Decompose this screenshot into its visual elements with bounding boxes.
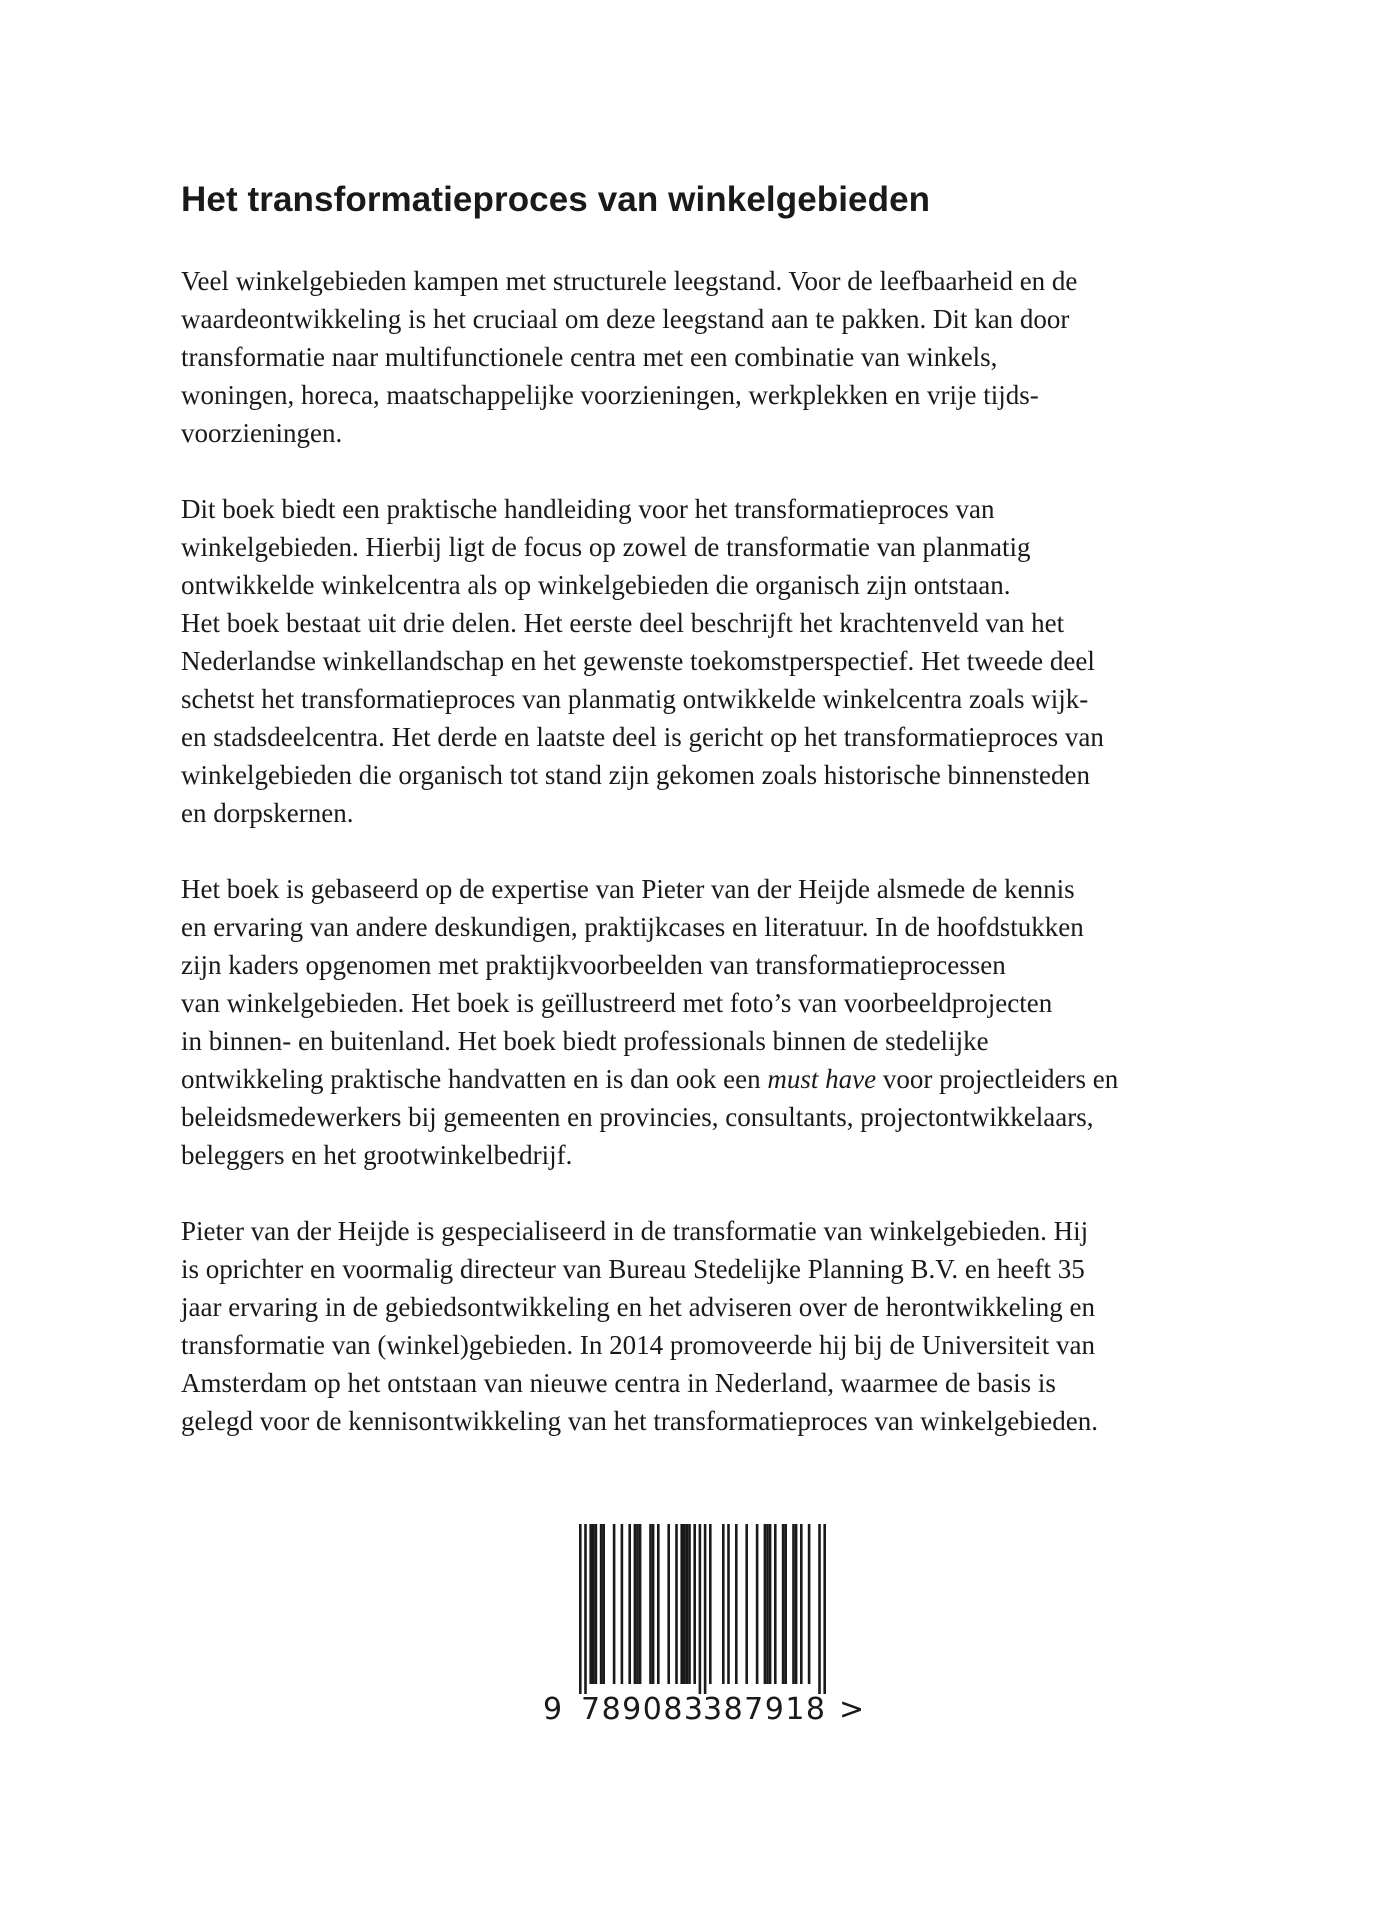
barcode-guard-bar (584, 1524, 587, 1694)
text-line: en dorpskernen. (181, 798, 354, 828)
barcode-bar (602, 1524, 605, 1684)
text-line: gelegd voor de kennisontwikkeling van het transformatieproces van winkelgebieden. (181, 1406, 1098, 1436)
text-line: Het boek bestaat uit drie delen. Het eerste deel beschrijft het krachtenveld van het (181, 608, 1065, 638)
barcode-first-digit: 9 (543, 1692, 563, 1727)
text-segment: voor projectleiders en (876, 1064, 1119, 1094)
paragraph-expertise (181, 870, 1261, 1174)
barcode-bar (688, 1524, 691, 1684)
text-line: is oprichter en voormalig directeur van Bureau Stedelijke Planning B.V. en heeft 35 (181, 1254, 1085, 1284)
barcode-bar (795, 1524, 798, 1684)
barcode-bar (808, 1524, 811, 1684)
barcode-guard-bar (823, 1524, 826, 1694)
barcode-bar (675, 1524, 678, 1684)
barcode-bar (756, 1524, 759, 1684)
barcode-bar (735, 1524, 738, 1684)
barcode-bars (543, 1524, 863, 1694)
barcode-bar (766, 1524, 769, 1684)
text-line: Pieter van der Heijde is gespecialiseerd in de transformatie van winkelgebieden. Hij (181, 1216, 1089, 1246)
text-line: Het boek is gebaseerd op de expertise van Pieter van der Heijde alsmede de kennis (181, 874, 1075, 904)
text-line: waardeontwikkeling is het cruciaal om deze leegstand aan te pakken. Dit kan door (181, 304, 1070, 334)
barcode-bar (657, 1524, 660, 1684)
barcode-bar (628, 1524, 631, 1684)
text-line: voorzieningen. (181, 418, 343, 448)
text-line: van winkelgebieden. Het boek is geïllustreerd met foto’s van voorbeeldprojecten (181, 988, 1053, 1018)
text-line: winkelgebieden die organisch tot stand zijn gekomen zoals historische binnensteden (181, 760, 1091, 790)
barcode-bar (727, 1524, 730, 1684)
barcode-quiet-zone-marker: > (839, 1692, 865, 1727)
blurb (181, 262, 1261, 1478)
barcode-bar (680, 1524, 683, 1684)
barcode-bar (613, 1524, 616, 1684)
barcode-bar (621, 1524, 624, 1684)
text-line: beleidsmedewerkers bij gemeenten en provincies, consultants, projectontwikkelaars, (181, 1102, 1094, 1132)
text-line: schetst het transformatieproces van planmatig ontwikkelde winkelcentra zoals wijk- (181, 684, 1089, 714)
text-line: zijn kaders opgenomen met praktijkvoorbeelden van transformatieprocessen (181, 950, 1006, 980)
barcode-guard-bar (579, 1524, 582, 1694)
barcode-right-digits: 387918 (703, 1692, 827, 1727)
text-line: transformatie van (winkel)gebieden. In 2014 promoveerde hij bij de Universiteit van (181, 1330, 1095, 1360)
barcode-bar (769, 1524, 772, 1684)
barcode-bar (774, 1524, 777, 1684)
page-title: Het transformatieproces van winkelgebieden (181, 180, 931, 219)
text-line: beleggers en het grootwinkelbedrijf. (181, 1140, 573, 1170)
barcode-guard-bar (818, 1524, 821, 1694)
emphasis-must-have: must have (767, 1064, 877, 1094)
barcode-bar (764, 1524, 767, 1684)
barcode-bar (589, 1524, 592, 1684)
text-line: in binnen- en buitenland. Het boek biedt professionals binnen de stedelijke (181, 1026, 989, 1056)
barcode-bar (634, 1524, 637, 1684)
barcode-bar (693, 1524, 696, 1684)
barcode-bar (652, 1524, 655, 1684)
text-segment: ontwikkeling praktische handvatten en is dan ook een (181, 1064, 768, 1094)
text-line: jaar ervaring in de gebiedsontwikkeling en het adviseren over de herontwikkeling en (181, 1292, 1095, 1322)
text-line: Nederlandse winkellandschap en het gewenste toekomstperspectief. Het tweede deel (181, 646, 1095, 676)
text-line: en stadsdeelcentra. Het derde en laatste deel is gericht op het transformatieproces van (181, 722, 1104, 752)
barcode-bar (595, 1524, 598, 1684)
text-line: ontwikkelde winkelcentra als op winkelgebieden die organisch zijn ontstaan. (181, 570, 1011, 600)
text-line: en ervaring van andere deskundigen, praktijkcases en literatuur. In de hoofdstukken (181, 912, 1084, 942)
text-line: woningen, horeca, maatschappelijke voorzieningen, werkplekken en vrije tijds- (181, 380, 1039, 410)
barcode-bar (649, 1524, 652, 1684)
barcode-bar (639, 1524, 642, 1684)
text-line: Amsterdam op het ontstaan van nieuwe centra in Nederland, waarmee de basis is (181, 1368, 1056, 1398)
barcode-bar (636, 1524, 639, 1684)
barcode-bar (683, 1524, 686, 1684)
barcode-bar (592, 1524, 595, 1684)
barcode-left-digits: 789083 (581, 1692, 705, 1727)
barcode-bar (782, 1524, 785, 1684)
text-line: winkelgebieden. Hierbij ligt de focus op zowel de transformatie van planmatig (181, 532, 1031, 562)
text-line: transformatie naar multifunctionele centra met een combinatie van winkels, (181, 342, 998, 372)
barcode-guard-bar (704, 1524, 707, 1694)
paragraph-book-structure (181, 490, 1261, 832)
text-line: Veel winkelgebieden kampen met structurele leegstand. Voor de leefbaarheid en de (181, 266, 1078, 296)
barcode-bar (667, 1524, 670, 1684)
barcode-bar (686, 1524, 689, 1684)
isbn-barcode (543, 1524, 863, 1726)
barcode-bar (784, 1524, 787, 1684)
barcode-bar (745, 1524, 748, 1684)
barcode-bar (722, 1524, 725, 1684)
barcode-bar (600, 1524, 603, 1684)
barcode-bar (800, 1524, 803, 1684)
text-line: Dit boek biedt een praktische handleiding voor het transformatieproces van (181, 494, 995, 524)
paragraph-author-bio (181, 1212, 1261, 1440)
paragraph-intro (181, 262, 1261, 452)
barcode-bar (792, 1524, 795, 1684)
text-line-with-emphasis (181, 1060, 1261, 1098)
barcode-bar (709, 1524, 712, 1684)
barcode-guard-bar (699, 1524, 702, 1694)
